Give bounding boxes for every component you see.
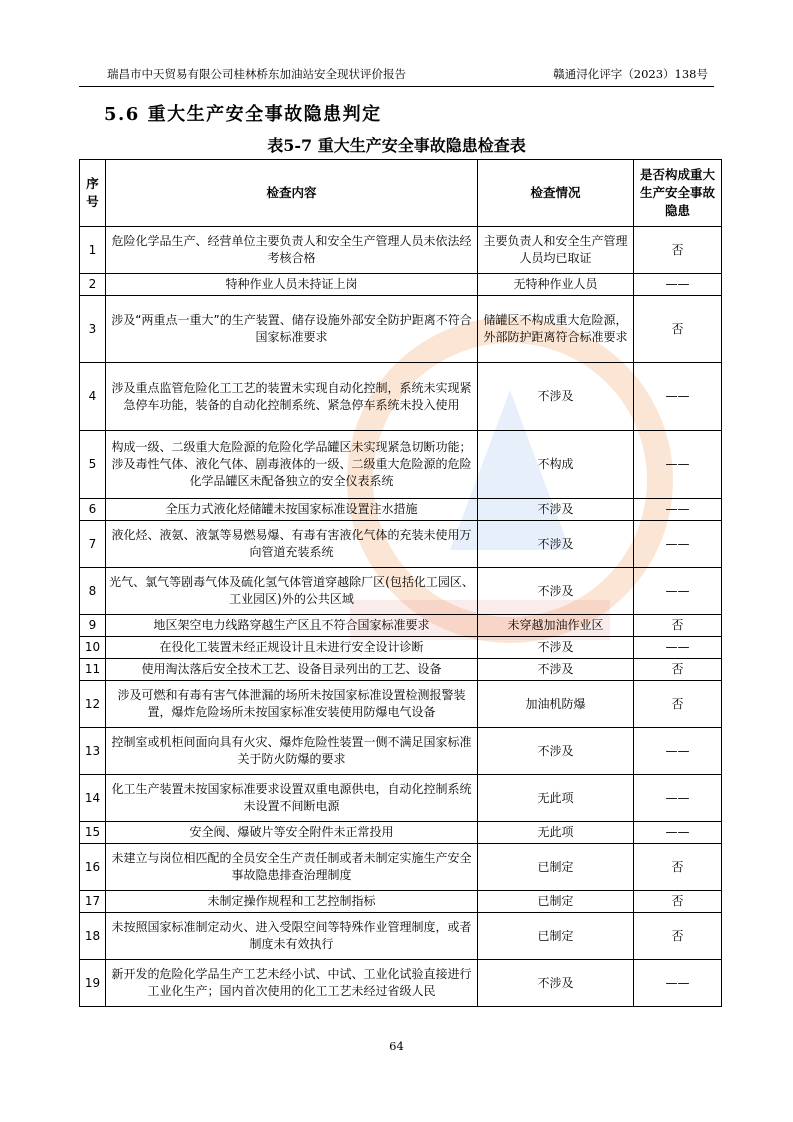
row-content: 在役化工装置未经正规设计且未进行安全设计诊断 bbox=[106, 637, 478, 659]
row-result: —— bbox=[634, 960, 722, 1007]
page-header bbox=[79, 64, 714, 87]
row-content: 涉及可燃和有毒有害气体泄漏的场所未按国家标准设置检测报警装置，爆炸危险场所未按国家标准安装使用防爆电气设备 bbox=[106, 681, 478, 728]
row-no: 10 bbox=[80, 637, 106, 659]
table-row bbox=[80, 728, 722, 775]
row-result: —— bbox=[634, 637, 722, 659]
row-status: 主要负责人和安全生产管理人员均已取证 bbox=[478, 227, 634, 274]
row-status: 无此项 bbox=[478, 822, 634, 844]
row-content: 全压力式液化烃储罐未按国家标准设置注水措施 bbox=[106, 499, 478, 521]
column-header-result: 是否构成重大生产安全事故隐患 bbox=[634, 160, 722, 227]
row-no: 7 bbox=[80, 521, 106, 568]
row-status: 无特种作业人员 bbox=[478, 274, 634, 296]
row-content: 未制定操作规程和工艺控制指标 bbox=[106, 891, 478, 913]
row-no: 6 bbox=[80, 499, 106, 521]
row-result: —— bbox=[634, 363, 722, 431]
row-result: 否 bbox=[634, 891, 722, 913]
hazard-check-table bbox=[79, 159, 722, 1007]
table-row bbox=[80, 431, 722, 499]
row-result: 否 bbox=[634, 615, 722, 637]
row-no: 12 bbox=[80, 681, 106, 728]
row-no: 17 bbox=[80, 891, 106, 913]
row-no: 11 bbox=[80, 659, 106, 681]
row-content: 构成一级、二级重大危险源的危险化学品罐区未实现紧急切断功能；涉及毒性气体、液化气体、剧毒液体的一级、二级重大危险源的危险化学品罐区未配备独立的安全仪表系统 bbox=[106, 431, 478, 499]
row-result: —— bbox=[634, 775, 722, 822]
table-row bbox=[80, 891, 722, 913]
table-row bbox=[80, 568, 722, 615]
row-no: 1 bbox=[80, 227, 106, 274]
row-result: 否 bbox=[634, 227, 722, 274]
table-row bbox=[80, 296, 722, 363]
table-row bbox=[80, 822, 722, 844]
row-status: 不涉及 bbox=[478, 521, 634, 568]
table-row bbox=[80, 913, 722, 960]
table-row bbox=[80, 363, 722, 431]
row-status: 加油机防爆 bbox=[478, 681, 634, 728]
row-status: 不涉及 bbox=[478, 363, 634, 431]
column-header-status: 检查情况 bbox=[478, 160, 634, 227]
table-row bbox=[80, 499, 722, 521]
row-no: 9 bbox=[80, 615, 106, 637]
row-no: 14 bbox=[80, 775, 106, 822]
table-row bbox=[80, 960, 722, 1007]
table-row bbox=[80, 521, 722, 568]
row-result: 否 bbox=[634, 296, 722, 363]
row-result: 否 bbox=[634, 913, 722, 960]
table-row bbox=[80, 844, 722, 891]
row-content: 地区架空电力线路穿越生产区且不符合国家标准要求 bbox=[106, 615, 478, 637]
row-content: 化工生产装置未按国家标准要求设置双重电源供电，自动化控制系统未设置不间断电源 bbox=[106, 775, 478, 822]
row-content: 使用淘汰落后安全技术工艺、设备目录列出的工艺、设备 bbox=[106, 659, 478, 681]
row-content: 控制室或机柜间面向具有火灾、爆炸危险性装置一侧不满足国家标准关于防火防爆的要求 bbox=[106, 728, 478, 775]
table-row bbox=[80, 637, 722, 659]
row-status: 不构成 bbox=[478, 431, 634, 499]
row-status: 已制定 bbox=[478, 913, 634, 960]
row-no: 5 bbox=[80, 431, 106, 499]
row-no: 15 bbox=[80, 822, 106, 844]
row-result: —— bbox=[634, 822, 722, 844]
row-no: 19 bbox=[80, 960, 106, 1007]
row-content: 危险化学品生产、经营单位主要负责人和安全生产管理人员未依法经考核合格 bbox=[106, 227, 478, 274]
row-status: 不涉及 bbox=[478, 659, 634, 681]
row-result: —— bbox=[634, 274, 722, 296]
row-status: 不涉及 bbox=[478, 568, 634, 615]
row-status: 未穿越加油作业区 bbox=[478, 615, 634, 637]
header-report-title: 瑞昌市中天贸易有限公司桂林桥东加油站安全现状评价报告 bbox=[107, 67, 406, 81]
row-no: 18 bbox=[80, 913, 106, 960]
row-content: 特种作业人员未持证上岗 bbox=[106, 274, 478, 296]
row-content: 新开发的危险化学品生产工艺未经小试、中试、工业化试验直接进行工业化生产；国内首次使用的化工工艺未经过省级人民 bbox=[106, 960, 478, 1007]
row-status: 不涉及 bbox=[478, 499, 634, 521]
row-no: 16 bbox=[80, 844, 106, 891]
column-header-content: 检查内容 bbox=[106, 160, 478, 227]
table-row bbox=[80, 227, 722, 274]
header-report-number: 赣通浔化评字（2023）138号 bbox=[553, 67, 708, 81]
row-content: 涉及重点监管危险化工工艺的装置未实现自动化控制，系统未实现紧急停车功能，装备的自动化控制系统、紧急停车系统未投入使用 bbox=[106, 363, 478, 431]
table-row bbox=[80, 659, 722, 681]
row-content: 涉及“两重点一重大”的生产装置、储存设施外部安全防护距离不符合国家标准要求 bbox=[106, 296, 478, 363]
row-no: 2 bbox=[80, 274, 106, 296]
row-result: 否 bbox=[634, 681, 722, 728]
row-result: 否 bbox=[634, 844, 722, 891]
row-status: 不涉及 bbox=[478, 637, 634, 659]
row-status: 不涉及 bbox=[478, 728, 634, 775]
table-row bbox=[80, 681, 722, 728]
row-result: —— bbox=[634, 728, 722, 775]
page-number: 64 bbox=[389, 1039, 404, 1053]
row-result: —— bbox=[634, 499, 722, 521]
table-row bbox=[80, 274, 722, 296]
row-status: 无此项 bbox=[478, 775, 634, 822]
row-result: —— bbox=[634, 431, 722, 499]
row-result: 否 bbox=[634, 659, 722, 681]
row-content: 未建立与岗位相匹配的全员安全生产责任制或者未制定实施生产安全事故隐患排查治理制度 bbox=[106, 844, 478, 891]
row-no: 13 bbox=[80, 728, 106, 775]
table-row bbox=[80, 615, 722, 637]
row-status: 已制定 bbox=[478, 891, 634, 913]
row-no: 4 bbox=[80, 363, 106, 431]
row-no: 8 bbox=[80, 568, 106, 615]
row-result: —— bbox=[634, 568, 722, 615]
row-content: 液化烃、液氨、液氯等易燃易爆、有毒有害液化气体的充装未使用万向管道充装系统 bbox=[106, 521, 478, 568]
column-header-no: 序号 bbox=[80, 160, 106, 227]
section-title: 5.6 重大生产安全事故隐患判定 bbox=[104, 104, 382, 125]
table-row bbox=[80, 775, 722, 822]
row-status: 储罐区不构成重大危险源，外部防护距离符合标准要求 bbox=[478, 296, 634, 363]
row-status: 不涉及 bbox=[478, 960, 634, 1007]
row-result: —— bbox=[634, 521, 722, 568]
row-content: 未按照国家标准制定动火、进入受限空间等特殊作业管理制度，或者制度未有效执行 bbox=[106, 913, 478, 960]
row-content: 安全阀、爆破片等安全附件未正常投用 bbox=[106, 822, 478, 844]
row-content: 光气、氯气等剧毒气体及硫化氢气体管道穿越除厂区(包括化工园区、工业园区)外的公共区域 bbox=[106, 568, 478, 615]
row-status: 已制定 bbox=[478, 844, 634, 891]
row-no: 3 bbox=[80, 296, 106, 363]
table-header-row bbox=[80, 160, 722, 227]
table-caption: 表5-7 重大生产安全事故隐患检查表 bbox=[267, 136, 526, 155]
